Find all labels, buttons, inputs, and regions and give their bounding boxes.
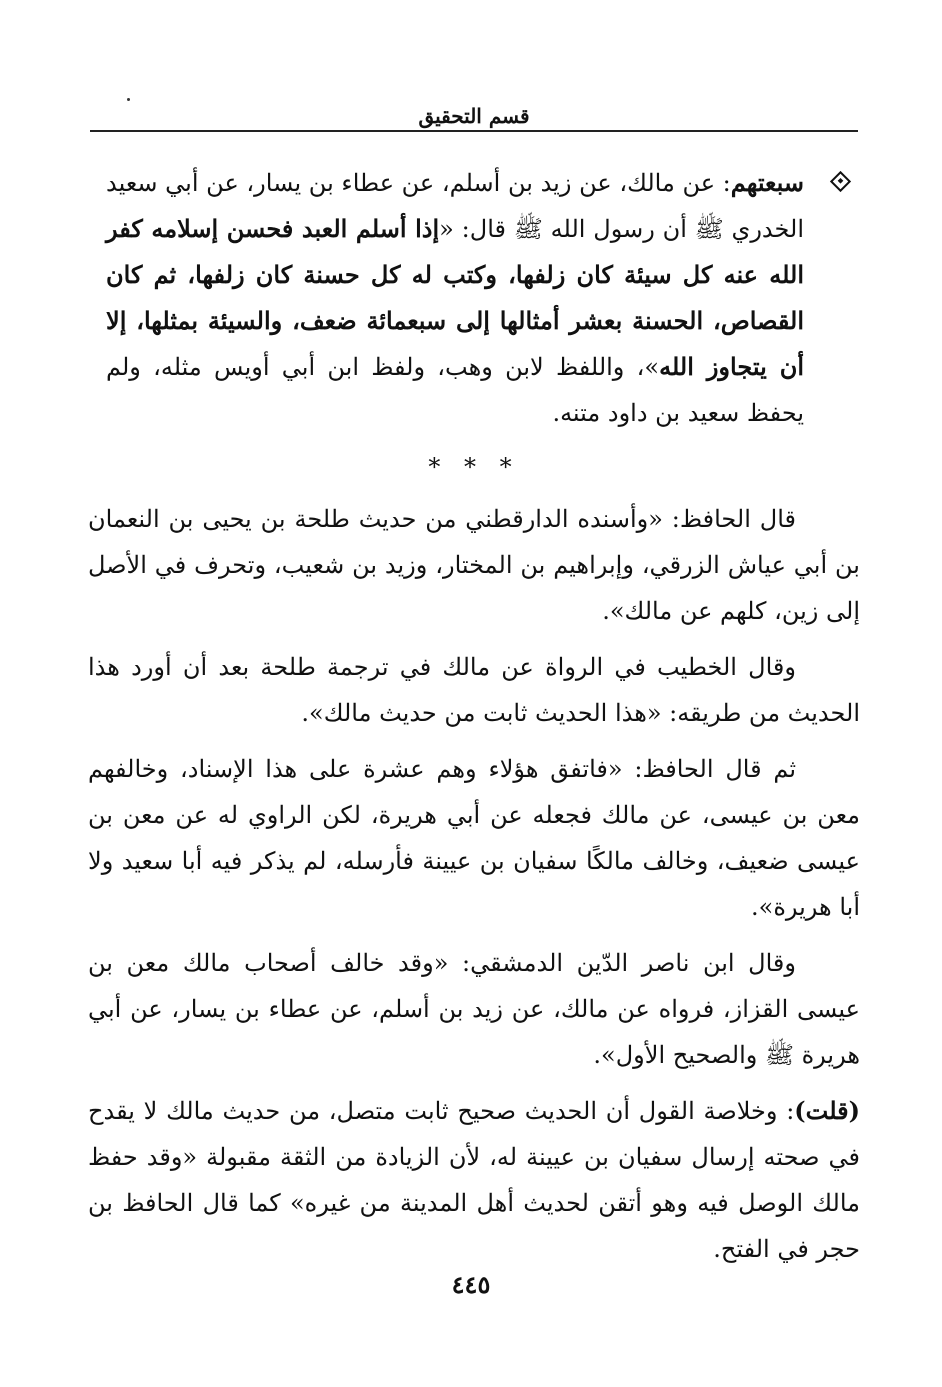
entry-tail: »، واللفظ لابن وهب، ولفظ ابن أبي أويس مثله، ولم يحفظ سعيد بن داود متنه. (106, 353, 804, 427)
header-rule (90, 130, 858, 132)
hadith-text: إذا أسلم العبد فحسن إسلامه كفر الله عنه كل سيئة كان زلفها، وكتب له كل حسنة كان زلفها، ثم كان القصاص، الحسنة بعشر أمثالها إلى سبعمائة ضعف، والسيئة بمثلها، إلا أن يتجاوز الله (106, 214, 804, 381)
paragraph-hafiz-isnad: قال الحافظ: «وأسنده الدارقطني من حديث طلحة بن يحيى بن النعمان بن أبي عياش الزرقي، وإبراهيم بن المختار، وزيد بن شعيب، وتحرف في الأصل إلى زين، كلهم عن مالك». (88, 505, 860, 625)
page-number: ٤٤٥ (451, 1270, 491, 1299)
paragraph-ibn-nasir: وقال ابن ناصر الدّين الدمشقي: «وقد خالف أصحاب مالك معن بن عيسى القزاز، فرواه عن مالك، عن زيد بن أسلم، عن عطاء بن يسار، عن أبي هريرة ﷺ والصحيح الأول». (88, 949, 860, 1069)
entry-lead: سبعتهم (730, 168, 804, 197)
diamond-bullet-icon (830, 171, 851, 192)
running-header: قسم التحقيق (418, 104, 530, 128)
paragraph-hafiz-agreement: ثم قال الحافظ: «فاتفق هؤلاء وهم عشرة على هذا الإسناد، وخالفهم معن بن عيسى، عن مالك فجعله عن أبي هريرة، لكن الراوي له عن معن بن عيسى ضعيف، وخالف مالكًا سفيان بن عيينة فأرسله، لم يذكر فيه أبا سعيد ولا أبا هريرة». (88, 755, 860, 921)
hadith-entry (88, 160, 860, 436)
paragraph-khatib: وقال الخطيب في الرواة عن مالك في ترجمة طلحة بعد أن أورد هذا الحديث من طريقه: «هذا الحديث ثابت من حديث مالك». (88, 653, 860, 727)
paragraph-conclusion (88, 1088, 860, 1272)
entry-chain: : عن مالك، عن زيد بن أسلم، عن عطاء بن يسار، عن أبي سعيد الخدري ﷺ أن رسول الله ﷺ قال: « (106, 169, 805, 243)
page-body (88, 160, 860, 1272)
ink-speck (127, 98, 130, 101)
section-separator: * * * (428, 453, 520, 481)
conclusion-text: : وخلاصة القول أن الحديث صحيح ثابت متصل، من حديث مالك لا يقدح في صحته إرسال سفيان بن عيينة له، لأن الزيادة من الثقة مقبولة «وقد حفظ مالك الوصل فيه وهو أتقن لحديث أهل المدينة من غيره» كما قال الحافظ بن حجر في الفتح. (88, 1097, 860, 1263)
conclusion-label: (قلت) (794, 1096, 860, 1125)
